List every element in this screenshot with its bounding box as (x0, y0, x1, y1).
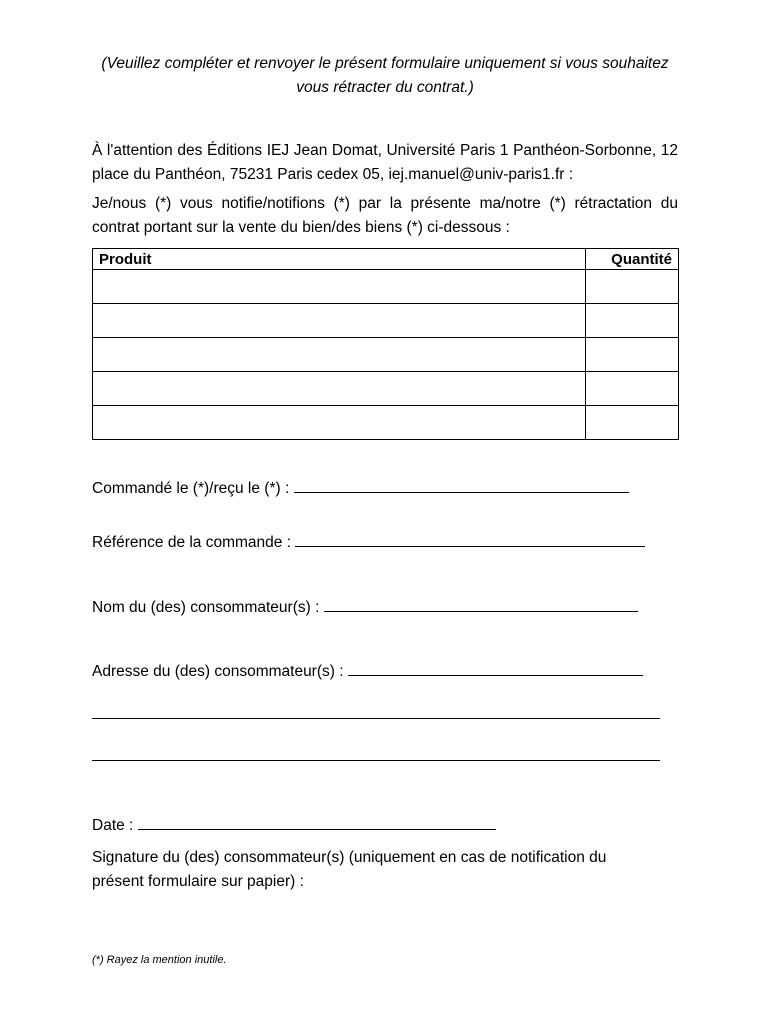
quantity-cell[interactable] (586, 270, 679, 304)
table-header-row (93, 249, 679, 270)
ordered-date-blank[interactable] (294, 478, 629, 493)
product-column-header: Produit (93, 249, 586, 270)
consumer-name-blank[interactable] (324, 597, 638, 612)
signature-label: Signature du (des) consommateur(s) (uniquement en cas de notification du présent formulaire sur papier) : (92, 849, 607, 890)
product-cell[interactable] (93, 372, 586, 406)
date-blank[interactable] (138, 815, 496, 830)
product-cell[interactable] (93, 338, 586, 372)
quantity-column-header: Quantité (586, 249, 679, 270)
ordered-date-label: Commandé le (*)/reçu le (*) : (92, 480, 290, 497)
footnote: (*) Rayez la mention inutile. (92, 954, 227, 966)
consumer-address-blank[interactable] (348, 661, 643, 676)
quantity-cell[interactable] (586, 304, 679, 338)
order-reference-blank[interactable] (295, 532, 645, 547)
products-table (92, 248, 679, 440)
consumer-name-label: Nom du (des) consommateur(s) : (92, 599, 320, 616)
consumer-address-label: Adresse du (des) consommateur(s) : (92, 663, 344, 680)
table-row (93, 406, 679, 440)
consumer-address-field (92, 661, 643, 683)
product-cell[interactable] (93, 304, 586, 338)
table-row (93, 304, 679, 338)
table-row (93, 372, 679, 406)
order-reference-label: Référence de la commande : (92, 534, 292, 551)
product-cell[interactable] (93, 406, 586, 440)
quantity-cell[interactable] (586, 372, 679, 406)
consumer-name-field (92, 597, 638, 619)
consumer-address-line-2[interactable] (92, 718, 660, 719)
order-reference-field (92, 532, 645, 554)
quantity-cell[interactable] (586, 406, 679, 440)
ordered-date-field (92, 478, 629, 500)
date-label: Date : (92, 817, 134, 834)
recipient-address-paragraph: À l'attention des Éditions IEJ Jean Domat, Université Paris 1 Panthéon-Sorbonne, 12 place du Panthéon, 75231 Paris cedex 05, iej.manuel@univ-paris1.fr : (92, 142, 678, 183)
product-cell[interactable] (93, 270, 586, 304)
quantity-cell[interactable] (586, 338, 679, 372)
table-row (93, 338, 679, 372)
table-row (93, 270, 679, 304)
intro-note: (Veuillez compléter et renvoyer le présent formulaire uniquement si vous souhaitez vous rétracter du contrat.) (101, 55, 669, 96)
notification-paragraph: Je/nous (*) vous notifie/notifions (*) par la présente ma/notre (*) rétractation du contrat portant sur la vente du bien/des biens (*) ci-dessous : (92, 195, 678, 236)
consumer-address-line-3[interactable] (92, 760, 660, 761)
date-field (92, 815, 496, 837)
